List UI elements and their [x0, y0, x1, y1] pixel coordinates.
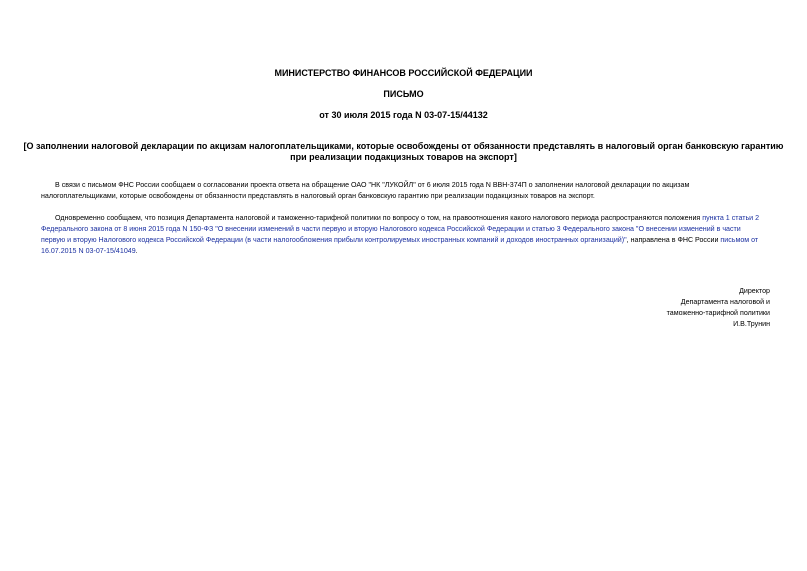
federal-law-link[interactable]: Федерального закона от 8 июня 2015 года N 150-ФЗ "О внесении изменений в части первую и вторую Налогового кодекса Российской Федерации и статью 3 Федерального закона "О внесении изменений в части: [41, 225, 741, 233]
letter-link[interactable]: письмом от: [720, 236, 759, 244]
document-date-number: от 30 июля 2015 года N 03-07-15/44132: [319, 110, 488, 120]
paragraph-2-line-1: [41, 213, 784, 224]
paragraph-1-line-2: налогоплательщиками, которые освобождены от обязанности представлять в налоговый орган банковскую гарантию при реализации подакцизных товаров на экспорт.: [41, 192, 595, 200]
paragraph-2-line-2: [41, 224, 784, 235]
paragraph-2-text-1: Одновременно сообщаем, что позиция Департамента налоговой и таможенно-тарифной политики по вопросу о том, на правоотношения какого налогового периода распространяются положения: [55, 214, 703, 222]
letter-link-continued[interactable]: 16.07.2015 N 03-07-15/41049: [41, 247, 136, 255]
signature-name: И.В.Трунин: [733, 320, 770, 328]
ministry-title: МИНИСТЕРСТВО ФИНАНСОВ РОССИЙСКОЙ ФЕДЕРАЦИИ: [274, 68, 533, 78]
paragraph-1-line-1: В связи с письмом ФНС России сообщаем о согласовании проекта ответа на обращение ОАО "НК "ЛУКОЙЛ" от 6 июля 2015 года N ВВН-374П о заполнении налоговой декларации по акцизам: [55, 181, 690, 189]
document-subject: [О заполнении налоговой декларации по акцизам налогоплательщиками, которые освобождены от обязанности представлять в налоговый орган банковскую гарантию при реализации подакцизных товаров на экспорт]: [23, 141, 784, 162]
document-type: ПИСЬМО: [383, 89, 424, 99]
signature-position-3: таможенно-тарифной политики: [666, 309, 770, 317]
law-article-link[interactable]: пункта 1 статьи 2: [702, 214, 760, 222]
paragraph-2: [41, 213, 784, 257]
paragraph-1: [41, 180, 784, 202]
paragraph-2-line-4: [41, 246, 784, 257]
paragraph-2-text-2: , направлена в ФНС России: [626, 236, 721, 244]
federal-law-link-continued[interactable]: первую и вторую Налогового кодекса Российской Федерации (в части налогообложения прибыли контролируемых иностранных компаний и доходов иностранных организаций)": [41, 236, 627, 244]
paragraph-2-text-3: .: [135, 247, 138, 255]
signature-position-2: Департамента налоговой и: [680, 298, 770, 306]
paragraph-2-line-3: [41, 235, 784, 246]
signature-position-1: Директор: [739, 287, 770, 295]
